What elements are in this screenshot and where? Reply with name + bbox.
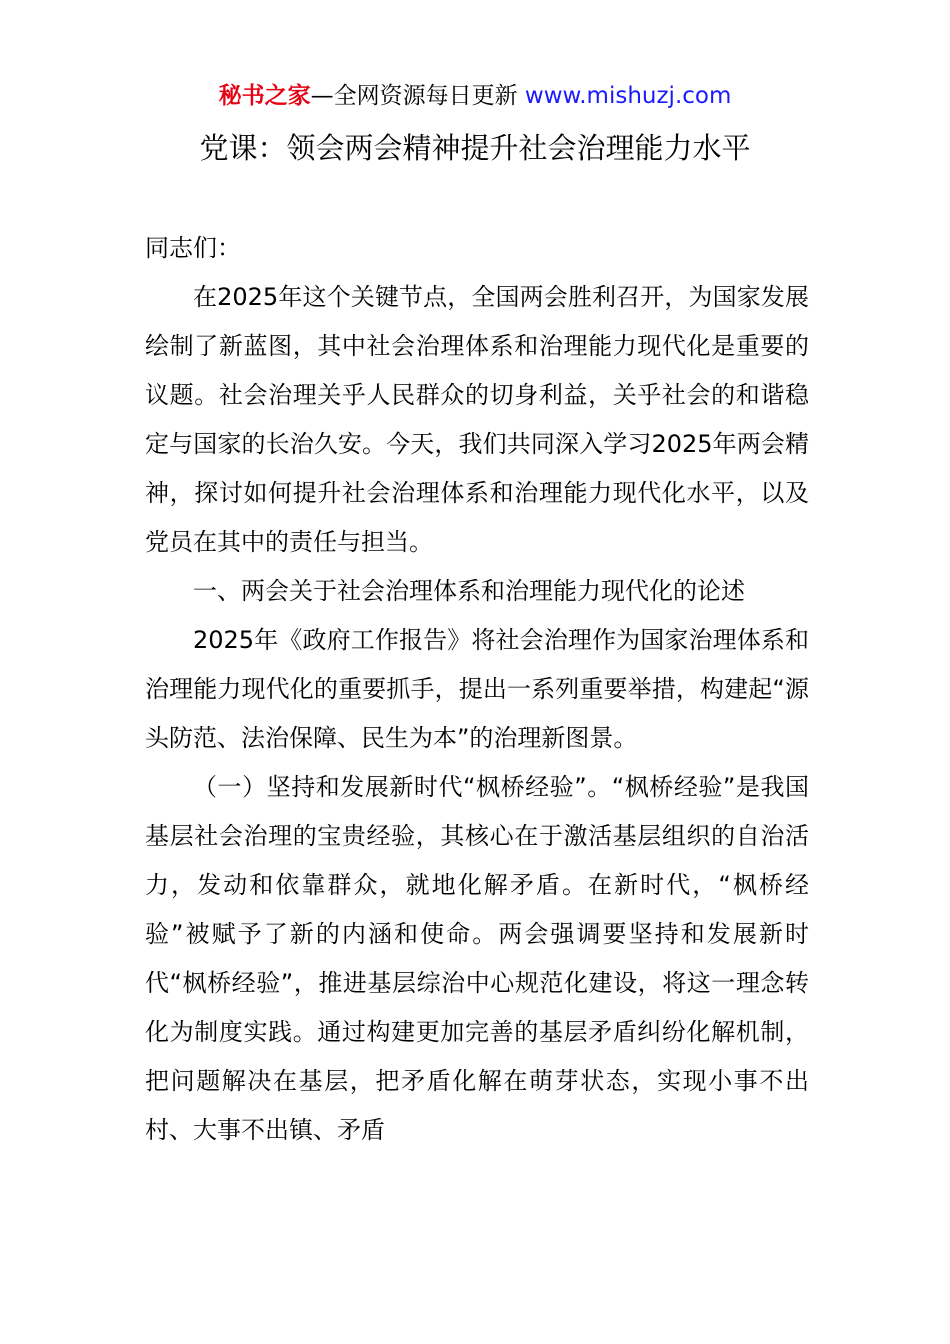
section-heading-1: 一、两会关于社会治理体系和治理能力现代化的论述 <box>193 577 745 605</box>
document-body <box>145 224 809 1155</box>
site-url-link[interactable]: www.mishuzj.com <box>524 83 732 109</box>
site-tagline: —全网资源每日更新 <box>310 83 525 109</box>
paragraph-fengqiao: （一）坚持和发展新时代“枫桥经验”。“枫桥经验”是我国基层社会治理的宝贵经验，其核心在于激活基层组织的自治活力，发动和依靠群众，就地化解矛盾。在新时代，“枫桥经验”被赋予了新的内涵和使命。两会强调要坚持和发展新时代“枫桥经验”，推进基层综治中心规范化建设，将这一理念转化为制度实践。通过构建更加完善的基层矛盾纠纷化解机制，把问题解决在基层，把矛盾化解在萌芽状态，实现小事不出村、大事不出镇、矛盾 <box>145 773 809 1144</box>
paragraph-intro: 在2025年这个关键节点，全国两会胜利召开，为国家发展绘制了新蓝图，其中社会治理体系和治理能力现代化是重要的议题。社会治理关乎人民群众的切身利益，关乎社会的和谐稳定与国家的长治久安。今天，我们共同深入学习2025年两会精神，探讨如何提升社会治理体系和治理能力现代化水平，以及党员在其中的责任与担当。 <box>145 283 809 556</box>
paragraph-report: 2025年《政府工作报告》将社会治理作为国家治理体系和治理能力现代化的重要抓手，提出一系列重要举措，构建起“源头防范、法治保障、民生为本”的治理新图景。 <box>145 626 809 752</box>
document-title: 党课：领会两会精神提升社会治理能力水平 <box>199 131 751 165</box>
salutation: 同志们： <box>145 234 241 262</box>
site-brand: 秘书之家 <box>218 83 311 109</box>
site-header <box>0 80 950 112</box>
